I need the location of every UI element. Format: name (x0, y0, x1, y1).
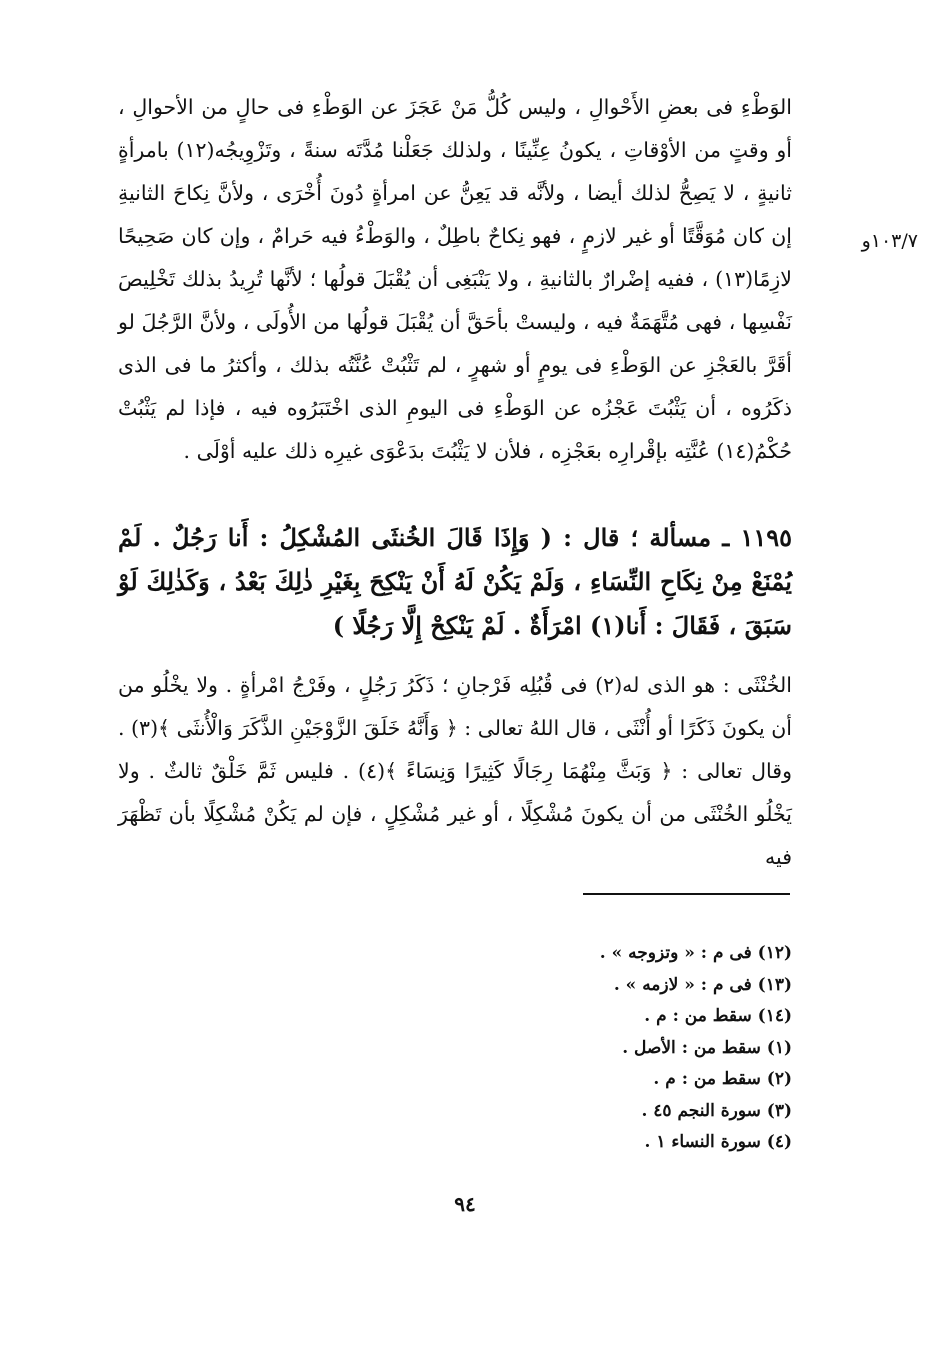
page-number: ٩٤ (454, 1192, 476, 1216)
footnotes-list (400, 938, 792, 1159)
footnote-12: (١٢) فى م : « وتزوجه » . (599, 943, 792, 963)
commentary-paragraph: الخُنْثَى : هو الذى له(٢) فى قُبُلِه فَرْجانِ ؛ ذَكَرُ رَجُلٍ ، وفَرْجُ امْرأةٍ . ولا يخْلُو من أن يكونَ ذَكَرًا أو أُنْثَى ، قال اللهُ تعالى : ﴿ وَأَنَّهُ خَلَقَ الزَّوْجَيْنِ الذَّكَرَ وَالْأُنثَى ﴾(٣) . وقال تعالى : ﴿ وَبَثَّ مِنْهُمَا رِجَالًا كَثِيرًا وَنِسَاءً ﴾(٤) . فليس ثَمَّ خَلْقٌ ثالثٌ . ولا يَخْلُو الخُنْثَى من أن يكونَ مُشْكِلًا ، أو غير مُشْكِلٍ ، فإن لم يَكُنْ مُشْكِلًا بأن تَظْهَرَ فيه (118, 673, 792, 869)
paragraph-continuation: الوَطْءِ فى بعضِ الأَحْوالِ ، وليس كُلُّ مَنْ عَجَزَ عن الوَطْءِ فى حالٍ من الأحوالِ ، أو وقتٍ من الأوْقاتِ ، يكونُ عِنِّينًا ، ولذلك جَعَلْنا مُدَّتَه سنةً ، وتَزْوِيجُه(١٢) بامرأةٍ ثانيةٍ ، لا يَصِحُّ لذلك أيضا ، ولأنَّه قد يَعِنُّ عن امرأةٍ دُونَ أُخْرَى ، ولأنَّ نِكاحَ الثانيةِ إن كان مُوَقَّتًا أو غير لازمٍ ، فهو نِكاحٌ باطِلٌ ، والوَطْءُ فيه حَرامٌ ، وإن كان صَحِيحًا لازِمًا(١٣) ، ففيه إضْرارٌ بالثانيةِ ، ولا يَنْبَغِى أن يُقْبَلَ قولُها ؛ لأنَّها تُرِيدُ بذلك تَخْلِيصَ نَفْسِها ، فهى مُتَّهَمَةٌ فيه ، وليستْ بأحَقَّ أن يُقْبَلَ قولُها من الأُولَى ، ولأنَّ الرَّجُلَ لو أقَرَّ بالعَجْزِ عن الوَطْءِ فى يومٍ أو شهرٍ ، لم تَثْبُتْ عُنَّتُه بذلك ، وأكثرُ ما فى الذى ذكَرُوه ، أن يَثْبُتَ عَجْزُه عن الوَطْءِ فى اليومِ الذى اخْتَبَرُوه فيه ، فإذا لم يَثْبُتْ حُكْمُ(١٤) عُنَّتِه بإقْرارِه بعَجْزِه ، فلأن لا يَثْبُتَ بدَعْوَى غيرِه ذلك عليه أوْلَى . (118, 95, 793, 463)
footnote-separator (583, 893, 790, 895)
margin-folio-note: ١٠٣/٧و (861, 230, 918, 252)
footnote-13: (١٣) فى م : « لازمه » . (613, 974, 792, 995)
footnote-14: (١٤) سقط من : م . (644, 1006, 792, 1026)
footnote-3: (٣) سورة النجم ٤٥ . (641, 1100, 792, 1121)
footnote-1: (١) سقط من : الأصل . (622, 1037, 792, 1058)
footnote-4: (٤) سورة النساء ١ . (644, 1132, 792, 1152)
mas-ala-heading-paragraph: ١١٩٥ ـ مسألة ؛ قال : ( وَإِذَا قَالَ الخُنثَى المُشْكِلُ : أَنا رَجُلٌ . لَمْ يُمْنَعْ مِنْ نِكَاحِ النِّسَاءِ ، وَلَمْ يَكُنْ لَهُ أَنْ يَنْكِحَ بِغَيْرِ ذٰلِكَ بَعْدُ ، وَكَذٰلِكَ لَوْ سَبَقَ ، فَقَالَ : أَنا(١) امْرَأَةٌ . لَمْ يَنْكِحْ إِلَّا رَجُلًا ) (118, 523, 792, 640)
footnote-2: (٢) سقط من : م . (653, 1069, 792, 1089)
